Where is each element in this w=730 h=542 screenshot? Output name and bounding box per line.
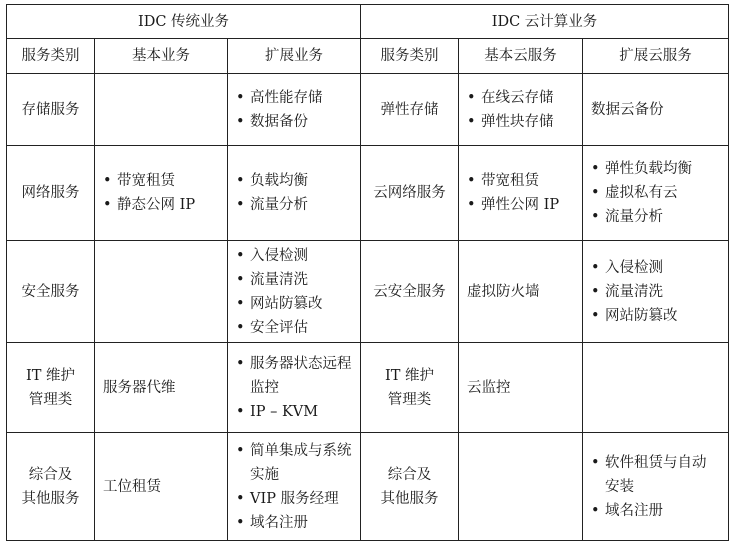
cell-category: IT 维护 管理类 (7, 343, 95, 433)
list-item: • 弹性公网 IP (467, 193, 574, 217)
list-item: • 服务器状态远程监控 (236, 352, 352, 400)
list-item: • 流量分析 (591, 205, 720, 229)
cell-category: 存储服务 (7, 74, 95, 146)
cloud-extended-list (591, 451, 720, 523)
table-row (7, 343, 729, 433)
list-item: • 在线云存储 (467, 86, 574, 110)
cell-basic (95, 74, 228, 146)
list-item: • 安全评估 (236, 316, 352, 340)
cell-extended (228, 74, 361, 146)
list-item: • 流量清洗 (236, 268, 352, 292)
cell-cloud-category: 综合及 其他服务 (361, 433, 459, 541)
list-item: • VIP 服务经理 (236, 487, 352, 511)
table-row (7, 74, 729, 146)
cell-basic (95, 241, 228, 343)
cell-cloud-basic (459, 74, 583, 146)
list-item: • 高性能存储 (236, 86, 352, 110)
list-item: • 弹性块存储 (467, 110, 574, 134)
cell-cloud-category: IT 维护 管理类 (361, 343, 459, 433)
list-item: • 流量分析 (236, 193, 352, 217)
table-column-header-row (7, 39, 729, 74)
group-header-idc-traditional: IDC 传统业务 (7, 5, 361, 39)
cell-cloud-extended (583, 146, 729, 241)
list-item: • 带宽租赁 (467, 169, 574, 193)
list-item: • 数据备份 (236, 110, 352, 134)
cell-category: 网络服务 (7, 146, 95, 241)
list-item: • 入侵检测 (591, 256, 720, 280)
cell-extended (228, 146, 361, 241)
cell-cloud-category: 云安全服务 (361, 241, 459, 343)
service-comparison-table (6, 4, 729, 541)
extended-list (236, 352, 352, 424)
cell-cloud-extended: 数据云备份 (583, 74, 729, 146)
list-item: • 软件租赁与自动安装 (591, 451, 720, 499)
list-item: • 带宽租赁 (103, 169, 219, 193)
cell-extended (228, 433, 361, 541)
cell-cloud-basic: 云监控 (459, 343, 583, 433)
group-header-idc-cloud: IDC 云计算业务 (361, 5, 729, 39)
list-item: • 网站防篡改 (591, 304, 720, 328)
list-item: • 流量清洗 (591, 280, 720, 304)
extended-list (236, 86, 352, 134)
table-row (7, 433, 729, 541)
cloud-extended-list (591, 256, 720, 328)
cell-extended (228, 343, 361, 433)
cell-cloud-basic (459, 433, 583, 541)
col-header-cloud-service-category: 服务类别 (361, 39, 459, 74)
list-item: • 入侵检测 (236, 244, 352, 268)
list-item: • 网站防篡改 (236, 292, 352, 316)
table-row (7, 146, 729, 241)
extended-list (236, 169, 352, 217)
extended-list (236, 244, 352, 340)
col-header-service-category: 服务类别 (7, 39, 95, 74)
list-item: • 域名注册 (236, 511, 352, 535)
col-header-basic-cloud-service: 基本云服务 (459, 39, 583, 74)
cell-basic (95, 146, 228, 241)
list-item: • 负载均衡 (236, 169, 352, 193)
list-item: • 虚拟私有云 (591, 181, 720, 205)
cell-category: 综合及 其他服务 (7, 433, 95, 541)
table-row (7, 241, 729, 343)
col-header-extended-service: 扩展业务 (228, 39, 361, 74)
cell-category: 安全服务 (7, 241, 95, 343)
list-item: • 弹性负载均衡 (591, 157, 720, 181)
cell-cloud-category: 云网络服务 (361, 146, 459, 241)
cell-basic: 服务器代维 (95, 343, 228, 433)
cell-cloud-extended (583, 433, 729, 541)
table-group-header-row (7, 5, 729, 39)
extended-list (236, 439, 352, 535)
cloud-extended-list (591, 157, 720, 229)
list-item: • 静态公网 IP (103, 193, 219, 217)
cell-cloud-category: 弹性存储 (361, 74, 459, 146)
list-item: • IP – KVM (236, 400, 352, 424)
cloud-basic-list (467, 169, 574, 217)
col-header-basic-service: 基本业务 (95, 39, 228, 74)
basic-list (103, 169, 219, 217)
cell-cloud-extended (583, 343, 729, 433)
cloud-basic-list (467, 86, 574, 134)
cell-basic: 工位租赁 (95, 433, 228, 541)
col-header-extended-cloud-service: 扩展云服务 (583, 39, 729, 74)
list-item: • 简单集成与系统实施 (236, 439, 352, 487)
list-item: • 域名注册 (591, 499, 720, 523)
cell-extended (228, 241, 361, 343)
cell-cloud-basic (459, 146, 583, 241)
cell-cloud-extended (583, 241, 729, 343)
cell-cloud-basic: 虚拟防火墙 (459, 241, 583, 343)
